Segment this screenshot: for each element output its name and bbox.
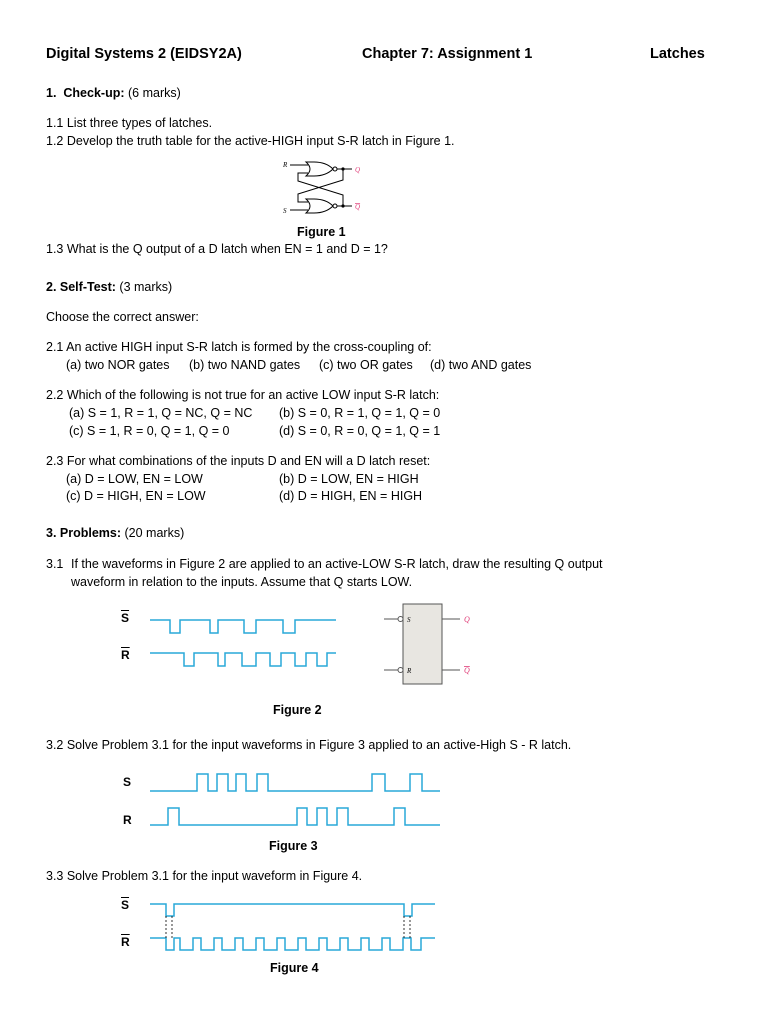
topic-title: Latches bbox=[650, 46, 705, 62]
question-3-1-line-2: waveform in relation to the inputs. Assume that Q starts LOW. bbox=[71, 575, 413, 589]
option-2-3-c: (c) D = HIGH, EN = LOW bbox=[66, 489, 206, 503]
fig4-r-bar-label: $\overline{R}$ bbox=[121, 935, 130, 949]
question-1-1: 1.1 List three types of latches. bbox=[46, 116, 213, 130]
fig3-r-waveform bbox=[150, 808, 440, 825]
chapter-title: Chapter 7: Assignment 1 bbox=[362, 46, 533, 62]
question-2-3: 2.3 For what combinations of the inputs D and EN will a D latch reset: bbox=[46, 454, 431, 468]
option-2-1-b: (b) two NAND gates bbox=[189, 358, 301, 372]
figure-4-caption: Figure 4 bbox=[270, 961, 319, 975]
option-2-2-a: (a) S = 1, R = 1, Q = NC, Q = NC bbox=[69, 406, 253, 420]
latch-qbar-label: Q bbox=[464, 666, 470, 675]
option-2-2-d: (d) S = 0, R = 0, Q = 1, Q = 1 bbox=[279, 424, 441, 438]
question-2-1: 2.1 An active HIGH input S-R latch is formed by the cross-coupling of: bbox=[46, 340, 432, 354]
figure-3-caption: Figure 3 bbox=[269, 839, 318, 853]
fig2-r-bar-label: $\overline{R}$ bbox=[121, 648, 130, 662]
question-3-1-line-1: If the waveforms in Figure 2 are applied to an active-LOW S-R latch, draw the resulting Q output bbox=[71, 557, 603, 571]
fig3-r-label: R bbox=[123, 813, 132, 827]
section-2-heading: 2. Self-Test: (3 marks) bbox=[46, 280, 173, 294]
figure-3-waveforms bbox=[145, 767, 445, 832]
option-2-1-c: (c) two OR gates bbox=[319, 358, 413, 372]
option-2-3-a: (a) D = LOW, EN = LOW bbox=[66, 472, 203, 486]
fig3-s-label: S bbox=[123, 775, 132, 789]
question-3-2: 3.2 Solve Problem 3.1 for the input waveforms in Figure 3 applied to an active-High S - R latch. bbox=[46, 738, 572, 752]
option-2-2-b: (b) S = 0, R = 1, Q = 1, Q = 0 bbox=[279, 406, 441, 420]
fig1-q-label: Q bbox=[355, 166, 361, 174]
fig4-r-waveform bbox=[150, 938, 435, 950]
figure-4-waveforms bbox=[145, 897, 440, 957]
fig3-s-waveform bbox=[150, 774, 440, 791]
question-1-2: 1.2 Develop the truth table for the active-HIGH input S-R latch in Figure 1. bbox=[46, 134, 455, 148]
self-test-instruction: Choose the correct answer: bbox=[46, 310, 199, 324]
fig2-r-waveform bbox=[150, 653, 336, 666]
figure-2-waveforms bbox=[145, 608, 340, 673]
fig4-s-waveform bbox=[150, 904, 435, 916]
fig1-s-label: S bbox=[283, 207, 287, 215]
fig1-qbar-label: Q bbox=[355, 203, 361, 211]
fig1-r-label: R bbox=[283, 161, 288, 169]
option-2-1-a: (a) two NOR gates bbox=[66, 358, 170, 372]
option-2-1-d: (d) two AND gates bbox=[430, 358, 532, 372]
fig4-s-bar-label: $\overline{S}$ bbox=[121, 898, 130, 912]
figure-2-sr-latch-block bbox=[382, 603, 477, 687]
latch-s-label: S bbox=[407, 616, 411, 624]
course-title: Digital Systems 2 (EIDSY2A) bbox=[46, 46, 242, 62]
option-2-3-d: (d) D = HIGH, EN = HIGH bbox=[279, 489, 423, 503]
question-2-2: 2.2 Which of the following is not true for an active LOW input S-R latch: bbox=[46, 388, 440, 402]
fig2-s-bar-label: $\overline{S}$ bbox=[121, 611, 130, 625]
option-2-2-c: (c) S = 1, R = 0, Q = 1, Q = 0 bbox=[69, 424, 230, 438]
figure-2-caption: Figure 2 bbox=[273, 703, 322, 717]
figure-1-caption: Figure 1 bbox=[297, 225, 346, 239]
question-3-3: 3.3 Solve Problem 3.1 for the input waveform in Figure 4. bbox=[46, 869, 363, 883]
fig4-alignment-guides bbox=[166, 916, 410, 938]
figure-1-nor-latch bbox=[278, 153, 368, 219]
question-1-3: 1.3 What is the Q output of a D latch when EN = 1 and D = 1? bbox=[46, 242, 388, 256]
latch-r-label: R bbox=[407, 667, 412, 675]
section-3-heading: 3. Problems: (20 marks) bbox=[46, 526, 185, 540]
fig2-s-waveform bbox=[150, 620, 336, 633]
option-2-3-b: (b) D = LOW, EN = HIGH bbox=[279, 472, 419, 486]
latch-q-label: Q bbox=[464, 615, 470, 624]
question-3-1-number: 3.1 bbox=[46, 557, 64, 571]
section-1-heading: 1. Check-up: (6 marks) bbox=[46, 86, 181, 100]
